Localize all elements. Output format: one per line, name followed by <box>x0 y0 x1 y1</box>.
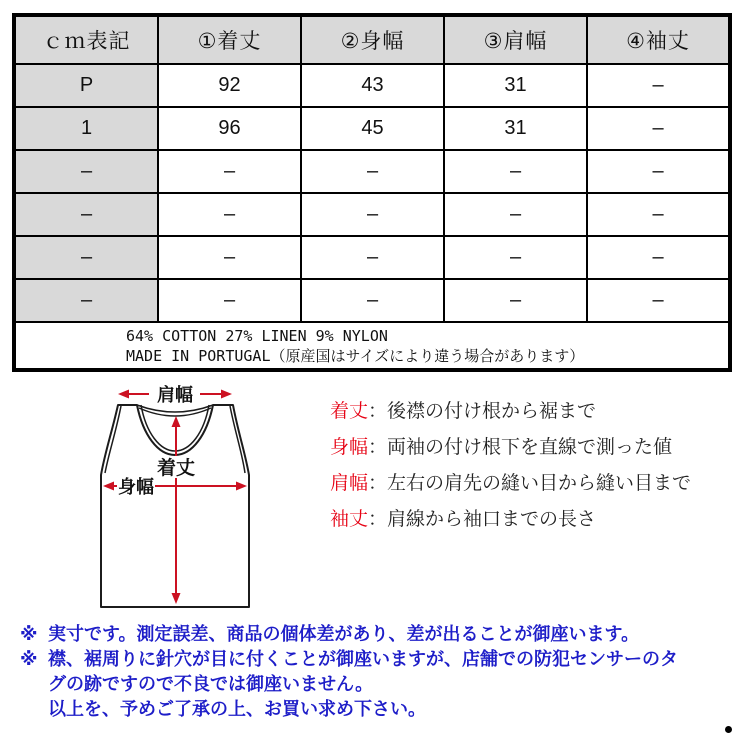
note-line <box>20 672 732 697</box>
value-cell: 31 <box>444 64 587 107</box>
value-cell: 43 <box>301 64 444 107</box>
legend-term: 着丈 <box>330 401 369 422</box>
value-cell: – <box>444 279 587 322</box>
origin-line: MADE IN PORTUGAL（原産国はサイズにより違う場合があります） <box>126 346 585 365</box>
header-sleeve-length: ④袖丈 <box>587 15 730 64</box>
note-text: 実寸です。測定誤差、商品の個体差があり、差が出ることが御座います。 <box>48 624 640 644</box>
table-row <box>14 236 730 279</box>
legend-desc: ：両袖の付け根下を直線で測った値 <box>368 437 673 458</box>
value-cell: – <box>301 193 444 236</box>
table-row <box>14 193 730 236</box>
bullet-dot <box>725 726 732 733</box>
value-cell: 45 <box>301 107 444 150</box>
value-cell: – <box>587 64 730 107</box>
legend-item-body-width <box>330 430 691 466</box>
value-cell: – <box>587 193 730 236</box>
shoulder-width-label: 肩幅 <box>157 385 193 405</box>
legend-term: 身幅 <box>330 437 369 458</box>
material-note <box>14 322 730 370</box>
legend-item-shoulder-width <box>330 466 691 502</box>
size-cell: 1 <box>14 107 158 150</box>
note-line <box>20 622 732 647</box>
table-row <box>14 279 730 322</box>
size-cell: P <box>14 64 158 107</box>
length-label: 着丈 <box>156 458 196 479</box>
table-row <box>14 107 730 150</box>
garment-diagram <box>86 380 298 615</box>
legend-term: 袖丈 <box>330 509 369 530</box>
disclaimer-notes <box>20 622 732 722</box>
value-cell: – <box>158 236 301 279</box>
value-cell: – <box>301 150 444 193</box>
body-width-label: 身幅 <box>118 477 154 497</box>
table-row <box>14 64 730 107</box>
header-unit: ｃｍ表記 <box>14 15 158 64</box>
legend-item-sleeve-length <box>330 502 691 538</box>
legend-desc: ：後襟の付け根から裾まで <box>368 401 597 422</box>
note-line <box>20 647 732 672</box>
size-cell: – <box>14 150 158 193</box>
material-line: 64% COTTON 27% LINEN 9% NYLON <box>126 326 388 345</box>
size-spec-table <box>12 13 732 372</box>
value-cell: – <box>587 107 730 150</box>
table-row <box>14 150 730 193</box>
table-header-row <box>14 15 730 64</box>
value-cell: 96 <box>158 107 301 150</box>
value-cell: 92 <box>158 64 301 107</box>
note-text: 以上を、予めご了承の上、お買い求め下さい。 <box>48 699 426 719</box>
value-cell: – <box>587 279 730 322</box>
value-cell: – <box>158 193 301 236</box>
measure-legend <box>330 394 691 538</box>
value-cell: – <box>158 279 301 322</box>
value-cell: – <box>301 236 444 279</box>
legend-item-length <box>330 394 691 430</box>
note-marker: ※ <box>20 624 38 644</box>
value-cell: – <box>444 193 587 236</box>
table-footer-row <box>14 322 730 370</box>
size-cell: – <box>14 279 158 322</box>
value-cell: – <box>301 279 444 322</box>
value-cell: – <box>444 150 587 193</box>
legend-term: 肩幅 <box>330 473 369 494</box>
value-cell: – <box>444 236 587 279</box>
header-length: ①着丈 <box>158 15 301 64</box>
value-cell: 31 <box>444 107 587 150</box>
note-marker: ※ <box>20 649 38 669</box>
header-body-width: ②身幅 <box>301 15 444 64</box>
value-cell: – <box>587 150 730 193</box>
legend-desc: ：肩線から袖口までの長さ <box>368 509 597 530</box>
size-cell: – <box>14 236 158 279</box>
legend-desc: ：左右の肩先の縫い目から縫い目まで <box>368 473 692 494</box>
value-cell: – <box>158 150 301 193</box>
size-cell: – <box>14 193 158 236</box>
header-shoulder-width: ③肩幅 <box>444 15 587 64</box>
note-text: 襟、裾周りに針穴が目に付くことが御座いますが、店舗での防犯センサーのタ <box>48 649 678 669</box>
value-cell: – <box>587 236 730 279</box>
note-text: グの跡ですので不良では御座いません。 <box>48 674 374 694</box>
note-line <box>20 697 732 722</box>
